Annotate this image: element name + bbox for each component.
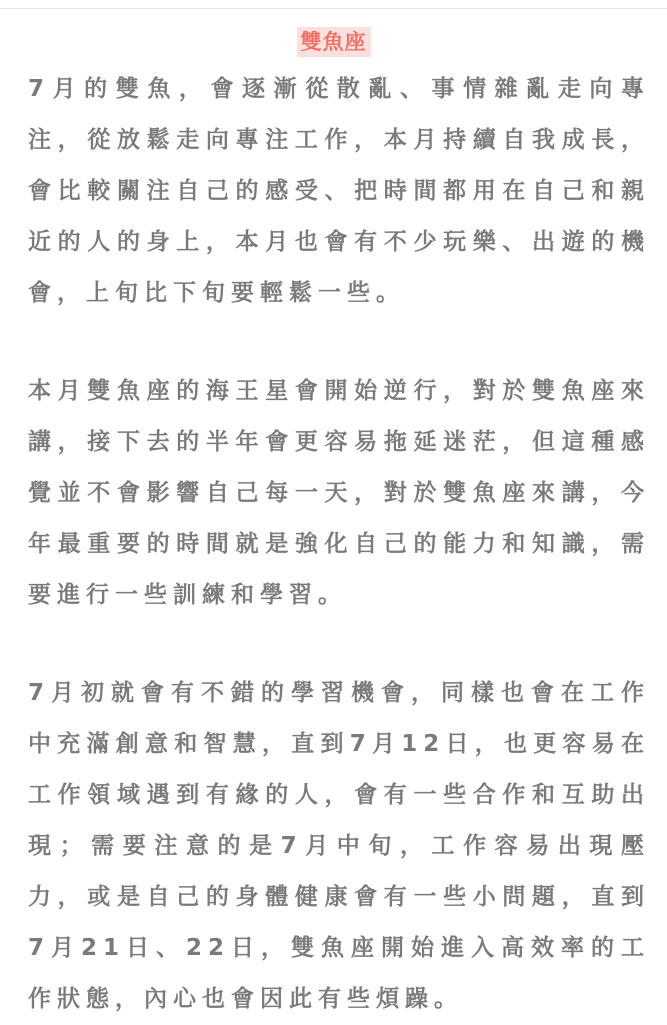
title-container [0,27,667,57]
top-divider [0,8,667,9]
section-title: 雙魚座 [297,27,371,57]
paragraph-3: 7月初就會有不錯的學習機會，同樣也會在工作中充滿創意和智慧，直到7月12日，也更容易在工作領域遇到有緣的人，會有一些合作和互助出現；需要注意的是7月中旬，工作容易出現壓力，或是自己的身體健康會有一些小問題，直到7月21日、22日，雙魚座開始進入高效率的工作狀態，內心也會因此有些煩躁。 [28,680,650,1012]
paragraph-1: 7月的雙魚，會逐漸從散亂、事情雜亂走向專注，從放鬆走向專注工作，本月持續自我成長，會比較關注自己的感受、把時間都用在自己和親近的人的身上，本月也會有不少玩樂、出遊的機會，上旬比下旬要輕鬆一些。 [28,76,650,306]
paragraph-2: 本月雙魚座的海王星會開始逆行，對於雙魚座來講，接下去的半年會更容易拖延迷茫，但這種感覺並不會影響自己每一天，對於雙魚座來講，今年最重要的時間就是強化自己的能力和知識，需要進行一些訓練和學習。 [28,378,650,608]
